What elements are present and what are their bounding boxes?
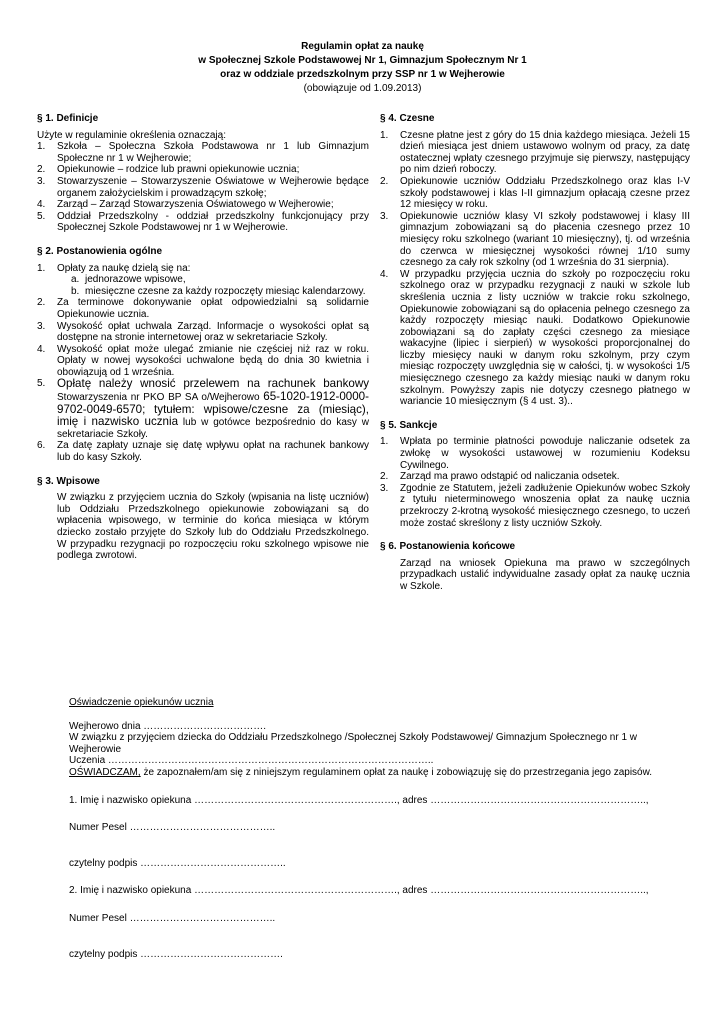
list-item: 2. Opiekunowie – rodzice lub prawni opiekunowie ucznia; bbox=[37, 164, 300, 176]
section-1-heading: § 1. Definicje bbox=[37, 113, 99, 124]
guardian-1-signature-line: czytelny podpis …………………………………….. bbox=[69, 857, 286, 869]
section-1-intro: Użyte w regulaminie określenia oznaczają: bbox=[37, 129, 226, 141]
title-line-3: oraz w oddziale przedszkolnym przy SSP nr 1 w Wejherowie bbox=[220, 69, 505, 80]
guardian-2-pesel-line: Numer Pesel …………………………………….. bbox=[69, 912, 276, 924]
list-item: 2. Opiekunowie uczniów Oddziału Przedszkolnego oraz klas I-V szkoły podstawowej i klas I-II gimnazjum opłacają czesne przez 12 miesięcy w roku. bbox=[380, 175, 690, 211]
declare-rest: że zapoznałem/am się z niniejszym regulaminem opłat za naukę i zobowiązuję się do przestrzegania jego zapisów. bbox=[140, 766, 653, 778]
list-item: 1. Czesne płatne jest z góry do 15 dnia każdego miesiąca. Jeżeli 15 dzień miesiąca jest dniem ustawowo wolnym od pracy, za datę ostatecznej wpłaty czesnego przyjmuje się pierwszy, następujący po nim dzień roboczy. bbox=[380, 129, 690, 176]
document-title bbox=[0, 40, 725, 96]
title-line-2: w Społecznej Szkole Podstawowej Nr 1, Gimnazjum Społecznym Nr 1 bbox=[198, 55, 527, 66]
cash-payment-text: lub w gotówce bezpośrednio do kasy w sekretariacie Szkoły. bbox=[57, 417, 369, 440]
list-item: 3. Wysokość opłat uchwala Zarząd. Informacje o wysokości opłat są dostępne na stronie internetowej oraz w sekretariacie Szkoły. bbox=[37, 320, 369, 344]
declare-word: OŚWIADCZAM, bbox=[69, 766, 141, 778]
guardian-1-pesel-line: Numer Pesel …………………………………….. bbox=[69, 822, 276, 834]
title-line-4: (obowiązuje od 1.09.2013) bbox=[303, 83, 422, 94]
list-item: 3. Opiekunowie uczniów klasy VI szkoły podstawowej i klasy III gimnazjum zobowiązani są do płacenia czesnego przez 10 miesięcy roku szkolnego (wariant 10 miesięczny), tj. od września do czerwca w miesięcznej wysokości równej 1/10 sumy czesnego za cały rok szkolny (od 1 września do 31 sierpnia). bbox=[380, 210, 690, 269]
sub-list-item: b. miesięczne czesne za każdy rozpoczęty miesiąc kalendarzowy. bbox=[71, 285, 366, 297]
list-item: 3. Zgodnie ze Statutem, jeżeli zadłużenie Opiekunów wobec Szkoły z tytułu nieterminowego wnoszenia opłat za naukę ucznia przekroczy 2-krotną wysokość miesięcznego czesnego, to uczeń może zostać skreślony z listy uczniów Szkoły. bbox=[380, 482, 690, 529]
section-4-heading: § 4. Czesne bbox=[380, 113, 435, 124]
section-6-heading: § 6. Postanowienia końcowe bbox=[380, 541, 516, 553]
bank-account-owner: Stowarzyszenia nr PKO BP SA o/Wejherowo bbox=[57, 392, 260, 404]
list-item: 2. Zarząd ma prawo odstąpić od naliczania odsetek. bbox=[380, 471, 620, 483]
guardian-declaration bbox=[69, 697, 689, 960]
list-item: 3. Stowarzyszenie – Stowarzyszenie Oświatowe w Wejherowie będące organem założycielskim i prowadzącym szkołę; bbox=[37, 175, 369, 199]
sub-list-item: a. jednorazowe wpisowe, bbox=[71, 274, 186, 286]
list-item: 4. Wysokość opłat może ulegać zmianie nie częściej niż raz w roku. Opłaty w nowej wysokości uchwalone będą do dnia 30 kwietnia i obowiązują od 1 września. bbox=[37, 343, 369, 378]
list-item: 1. Szkoła – Społeczna Szkoła Podstawowa nr 1 lub Gimnazjum Społeczne nr 1 w Wejherowie; bbox=[37, 141, 369, 164]
list-item: 1. Wpłata po terminie płatności powoduje naliczanie odsetek za zwłokę w wysokości ustawowej w rozumieniu Kodeksu Cywilnego. bbox=[380, 436, 690, 471]
section-5-heading: § 5. Sankcje bbox=[380, 419, 438, 431]
section-3-text: W związku z przyjęciem ucznia do Szkoły (wpisania na listę uczniów) lub Oddziału Przedszkolnego opiekunowie zobowiązani są do wpłacenia wpisowego, w terminie do końca miesiąca w którym dziecko zostało przyjęte do Szkoły lub do Oddziału Przedszkolnego. W przypadku rezygnacji po rozpoczęciu roku szkolnego wpisowe nie podlega zwrotowi. bbox=[57, 492, 369, 562]
title-line-1: Regulamin opłat za naukę bbox=[301, 41, 424, 52]
right-column bbox=[380, 113, 690, 593]
guardian-2-signature-line: czytelny podpis ……………………………………. bbox=[69, 948, 283, 960]
bank-account-number: 65-1020-1912-0000-9702-0049-6570; bbox=[57, 390, 369, 416]
section-2-heading: § 2. Postanowienia ogólne bbox=[37, 245, 163, 257]
admission-text: W związku z przyjęciem dziecka do Oddziału Przedszkolnego /Społecznej Szkoły Podstawowej/ Gimnazjum Społecznego nr 1 w Wejherowie bbox=[69, 732, 638, 755]
list-item: 5. Opłatę należy wnosić przelewem na rachunek bankowy Stowarzyszenia nr PKO BP SA o/Wejherowo 65-1020-1912-0000-9702-0049-6570; tytułem: wpisowe/czesne za (miesiąc), imię i nazwisko ucznia lub w gotówce bezpośrednio do kasy w sekretariacie Szkoły. bbox=[37, 377, 370, 440]
list-item: 6. Za datę zapłaty uznaje się datę wpływu opłat na rachunek bankowy lub do kasy Szkoły. bbox=[37, 440, 369, 464]
transfer-title: tytułem: wpisowe/czesne za (miesiąc), imię i nazwisko ucznia bbox=[57, 402, 370, 429]
guardian-1-name-line: 1. Imię i nazwisko opiekuna ……………………………………………………., adres ……………………………………………………….., bbox=[69, 794, 649, 806]
section-3-heading: § 3. Wpisowe bbox=[37, 475, 100, 487]
date-line: Wejherowo dnia ………………………………. bbox=[69, 720, 267, 732]
list-item: 4. W przypadku przyjęcia ucznia do szkoły po rozpoczęciu roku szkolnego oraz w przypadku rezygnacji z nauki w szkole lub skreślenia ucznia z listy uczniów w trakcie roku szkolnego, Opiekunowie zobowiązani są do opłacenia pełnego czesnego za każdy rozpoczęty miesiąc nauki. Dodatkowo Opiekunowie zobowiązani są do zapłaty części czesnego za miesiące wakacyjne (lipiec i sierpień) w wysokości proporcjonalnej do liczby miesięcy nauki w danym roku szkolnym, przy czym miesiąc rozpoczęty uwzględnia się w całości, tj. w wysokości 1/5 miesięcznego czesnego za każdy miesiąc nauki w danym roku szkolnym. Powyższy zapis nie dotyczy czesnego płatnego w wariancie 10 miesięcznym (§ 4 ust. 3).. bbox=[380, 268, 690, 408]
list-item: 1. Opłaty za naukę dzielą się na: bbox=[37, 262, 191, 274]
declaration-title: Oświadczenie opiekunów ucznia bbox=[69, 697, 214, 708]
list-item: 2. Za terminowe dokonywanie opłat odpowiedzialni są solidarnie Opiekunowie ucznia. bbox=[37, 297, 369, 320]
list-item: 5. Oddział Przedszkolny - oddział przedszkolny funkcjonujący przy Społecznej Szkole Podstawowej nr 1 w Wejherowie. bbox=[37, 210, 369, 234]
section-6-text: Zarząd na wniosek Opiekuna ma prawo w szczególnych przypadkach ustalić indywidualne zasady opłat za naukę ucznia w Szkole. bbox=[400, 557, 690, 592]
declaration-statement bbox=[69, 767, 689, 779]
bank-transfer-text: Opłatę należy wnosić przelewem na rachunek bankowy bbox=[57, 377, 369, 391]
left-column bbox=[37, 113, 369, 562]
student-line: Uczenia …………………………………………………………………………………….. bbox=[69, 755, 434, 767]
guardian-2-name-line: 2. Imię i nazwisko opiekuna ……………………………………………………., adres ……………………………………………………….., bbox=[69, 885, 649, 897]
list-item: 4. Zarząd – Zarząd Stowarzyszenia Oświatowego w Wejherowie; bbox=[37, 199, 334, 211]
